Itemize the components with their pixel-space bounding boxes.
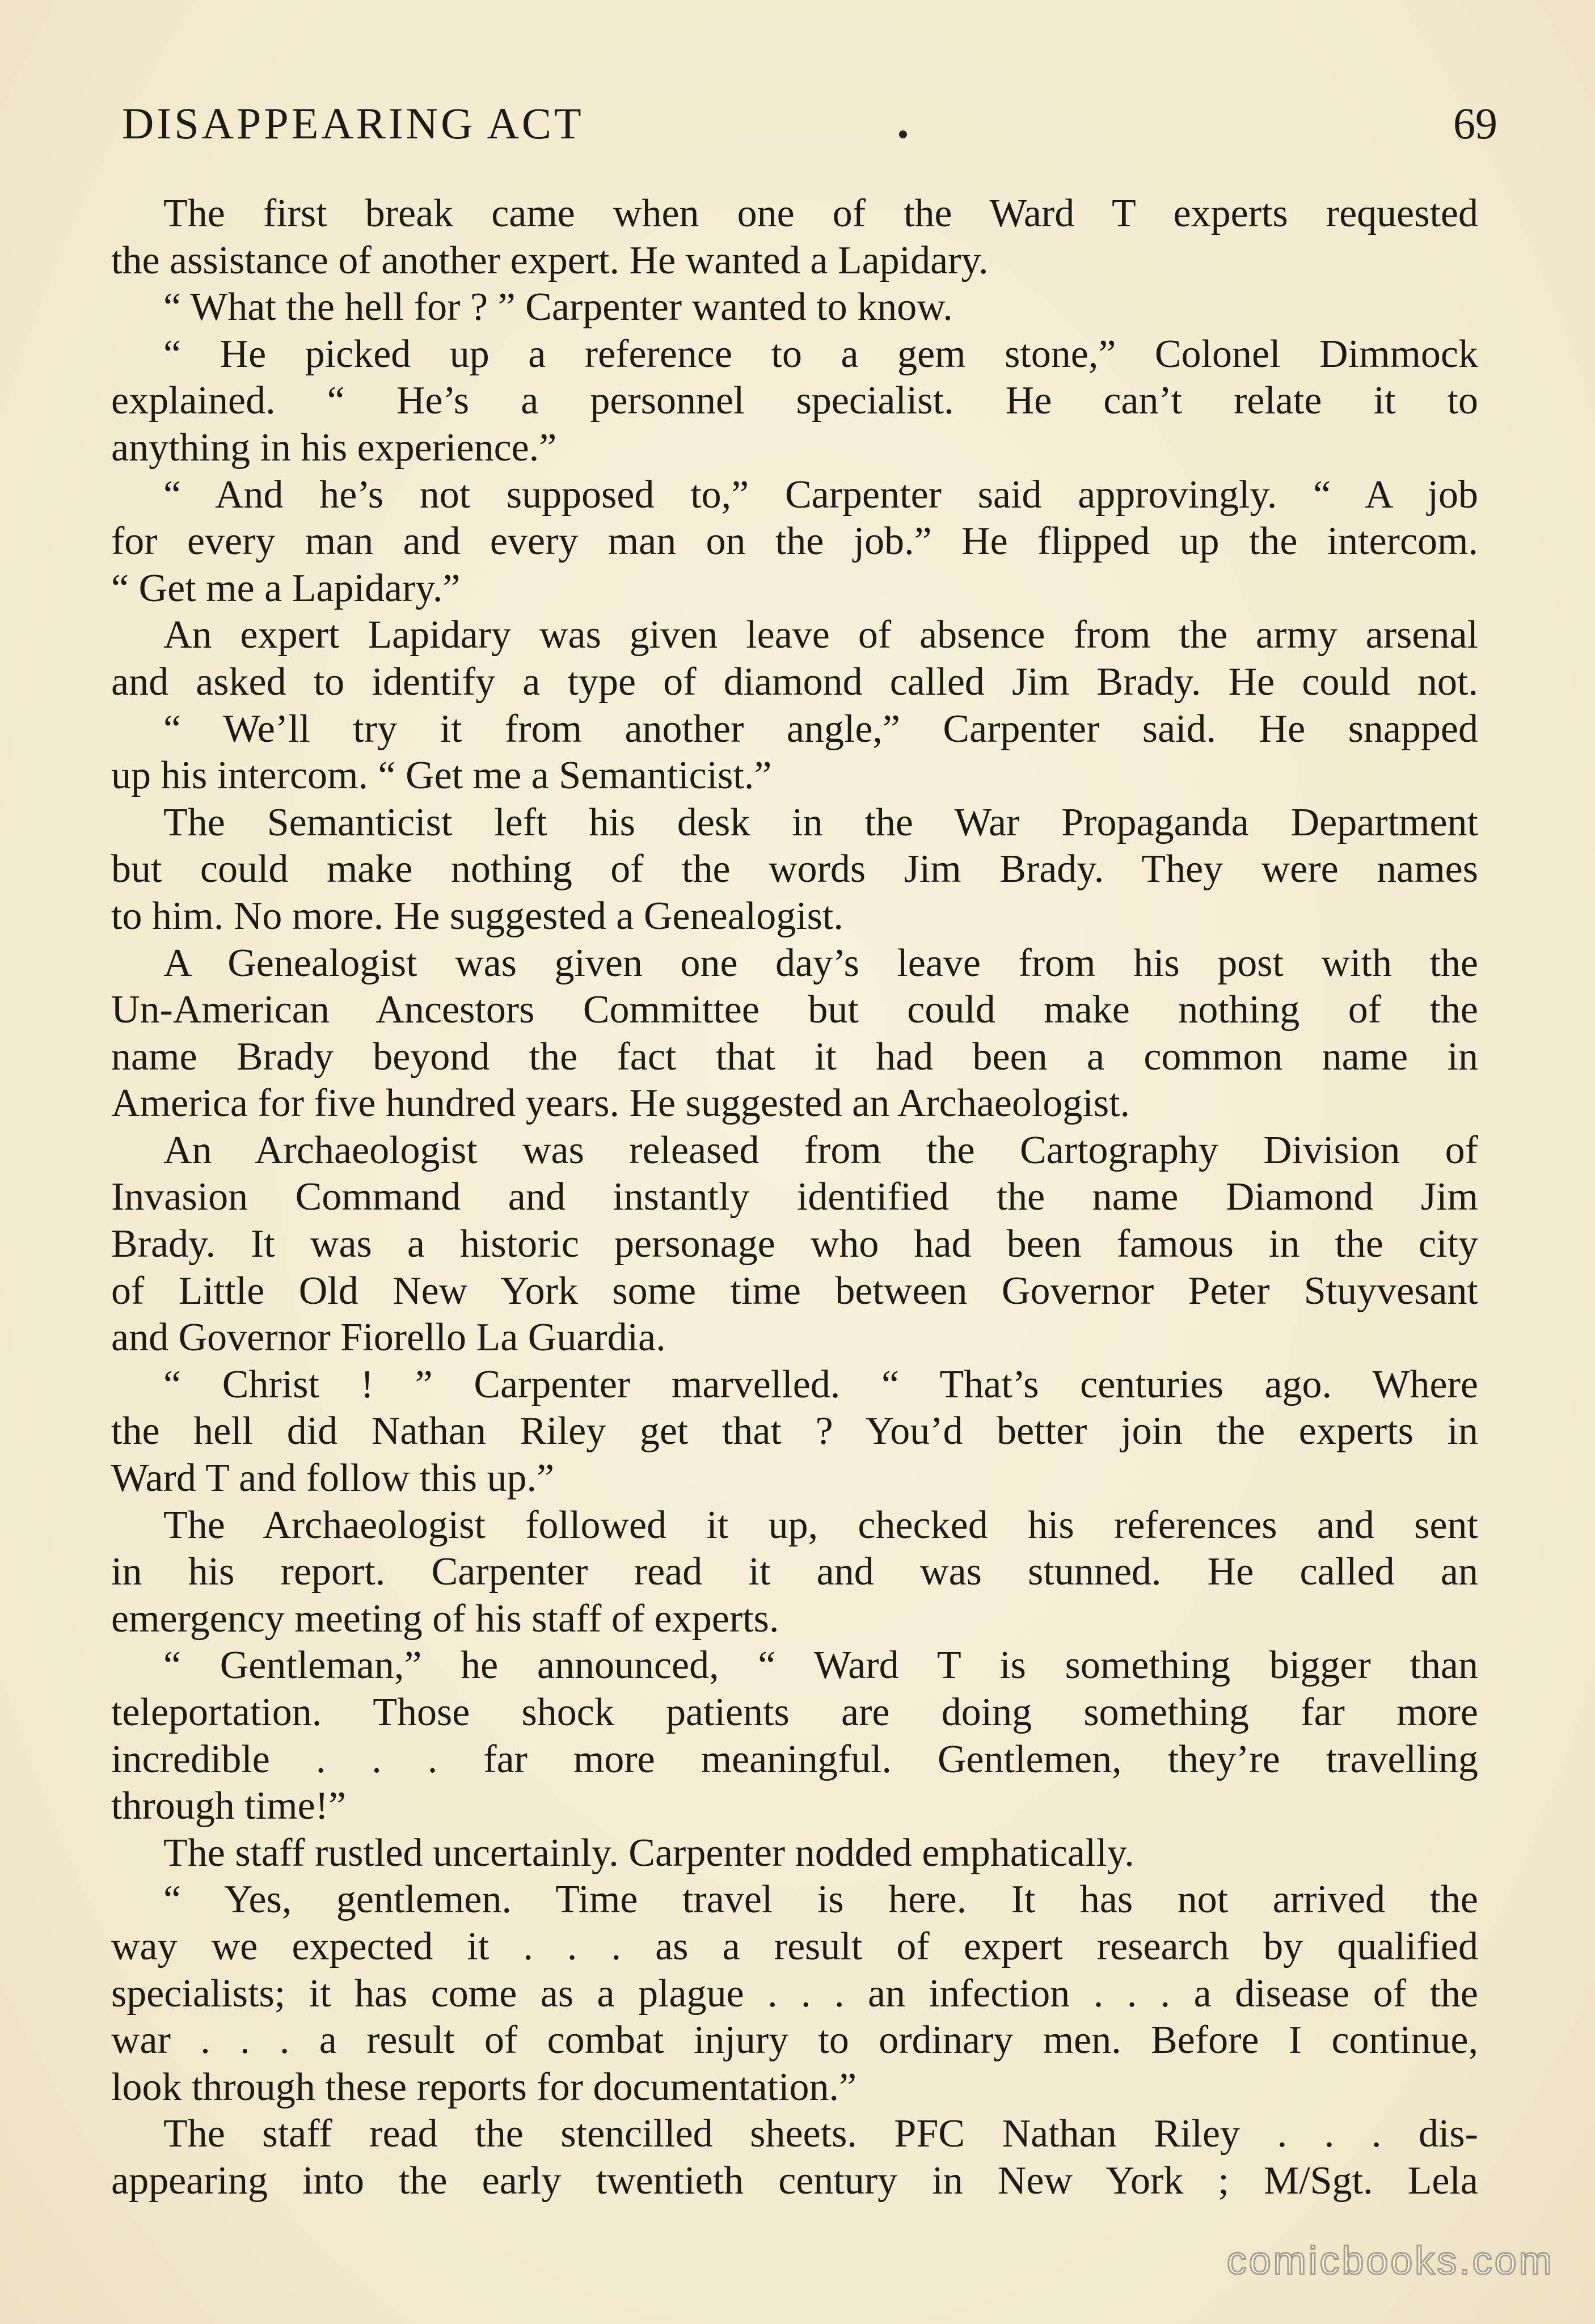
text-line: An Archaeologist was released from the Cartography Division of	[163, 1128, 1478, 1172]
text-line: of Little Old New York some time between Governor Peter Stuyvesant	[111, 1269, 1478, 1313]
text-line: incredible . . . far more meaningful. Gentlemen, they’re travelling	[111, 1737, 1478, 1781]
text-line: The staff read the stencilled sheets. PFC Nathan Riley . . . dis-	[163, 2112, 1478, 2156]
text-line: way we expected it . . . as a result of expert research by qualified	[111, 1924, 1478, 1968]
text-line: Un-American Ancestors Committee but could make nothing of the	[111, 988, 1478, 1032]
ornament-dot	[899, 130, 907, 138]
text-line: “ What the hell for ? ” Carpenter wanted to know.	[163, 285, 953, 329]
text-line: through time!”	[111, 1784, 347, 1828]
text-line: Ward T and follow this up.”	[111, 1456, 555, 1501]
text-line: A Genealogist was given one day’s leave from his post with the	[163, 941, 1478, 985]
text-line: up his intercom. “ Get me a Semanticist.”	[111, 754, 772, 798]
text-line: and asked to identify a type of diamond called Jim Brady. He could not.	[111, 660, 1478, 704]
text-line: appearing into the early twentieth century in New York ; M/Sgt. Lela	[111, 2158, 1478, 2203]
text-line: the hell did Nathan Riley get that ? You’d better join the experts in	[111, 1409, 1478, 1453]
text-line: “ He picked up a reference to a gem stone,” Colonel Dimmock	[163, 332, 1478, 376]
text-line: and Governor Fiorello La Guardia.	[111, 1316, 666, 1360]
running-head	[122, 95, 1497, 152]
text-line: in his report. Carpenter read it and was stunned. He called an	[111, 1550, 1478, 1594]
text-line: specialists; it has come as a plague . . . an infection . . . a disease of the	[111, 1971, 1478, 2015]
text-line: The Archaeologist followed it up, checked his references and sent	[163, 1503, 1478, 1547]
text-line: America for five hundred years. He suggested an Archaeologist.	[111, 1081, 1130, 1126]
text-line: The first break came when one of the Ward T experts requested	[163, 192, 1478, 235]
text-line: The Semanticist left his desk in the War Propaganda Department	[163, 800, 1478, 844]
text-line: emergency meeting of his staff of experts.	[111, 1596, 779, 1641]
body-text	[111, 191, 1478, 2205]
text-line: “ Gentleman,” he announced, “ Ward T is something bigger than	[163, 1643, 1478, 1688]
text-line: for every man and every man on the job.” He flipped up the intercom.	[111, 519, 1478, 564]
text-line: the assistance of another expert. He wanted a Lapidary.	[111, 238, 989, 282]
text-line: to him. No more. He suggested a Genealogist.	[111, 894, 843, 938]
text-line: “ Get me a Lapidary.”	[111, 566, 461, 610]
text-line: anything in his experience.”	[111, 425, 557, 470]
text-line: “ Christ ! ” Carpenter marvelled. “ That’s centuries ago. Where	[163, 1362, 1478, 1406]
watermark: comicbooks.com	[1226, 2238, 1554, 2283]
text-line: “ We’ll try it from another angle,” Carpenter said. He snapped	[163, 707, 1478, 751]
text-line: “ And he’s not supposed to,” Carpenter said approvingly. “ A job	[163, 472, 1478, 517]
text-line: The staff rustled uncertainly. Carpenter nodded emphatically.	[163, 1831, 1134, 1875]
text-line: name Brady beyond the fact that it had been a common name in	[111, 1034, 1478, 1079]
text-line: explained. “ He’s a personnel specialist. He can’t relate it to	[111, 379, 1478, 423]
text-line: Invasion Command and instantly identified the name Diamond Jim	[111, 1175, 1478, 1219]
text-line: An expert Lapidary was given leave of absence from the army arsenal	[163, 613, 1478, 657]
page-number: 69	[1453, 99, 1497, 148]
text-line: look through these reports for documentation.”	[111, 2065, 857, 2109]
text-line: “ Yes, gentlemen. Time travel is here. It has not arrived the	[163, 1878, 1478, 1922]
text-line: teleportation. Those shock patients are doing something far more	[111, 1691, 1478, 1734]
text-line: war . . . a result of combat injury to ordinary men. Before I continue,	[111, 2018, 1478, 2063]
text-line: Brady. It was a historic personage who had been famous in the city	[111, 1222, 1478, 1266]
running-title: DISAPPEARING ACT	[122, 99, 584, 148]
text-line: but could make nothing of the words Jim Brady. They were names	[111, 847, 1478, 891]
